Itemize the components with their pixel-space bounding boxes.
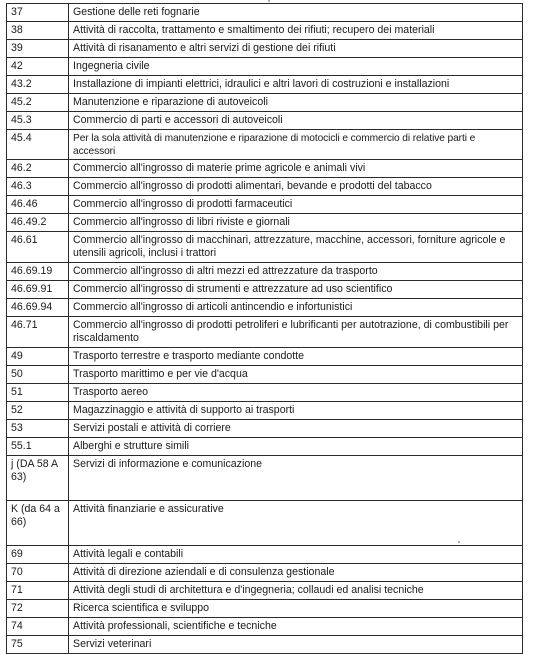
table-row (7, 299, 523, 317)
code-cell: 71 (7, 582, 69, 600)
description-cell: Ingegneria civile (69, 58, 523, 76)
table-row (7, 564, 523, 582)
table-row (7, 160, 523, 178)
description-cell: Commercio all'ingrosso di libri riviste e giornali (69, 214, 523, 232)
table-row (7, 618, 523, 636)
code-cell: 53 (7, 420, 69, 438)
code-cell: 46.71 (7, 317, 69, 348)
code-cell: 46.69.91 (7, 281, 69, 299)
table-row (7, 232, 523, 263)
code-cell: 69 (7, 546, 69, 564)
description-cell: Installazione di impianti elettrici, idraulici e altri lavori di costruzioni e installazioni (69, 76, 523, 94)
code-cell: 51 (7, 384, 69, 402)
code-cell: 39 (7, 40, 69, 58)
table-body (7, 4, 523, 654)
description-cell: Trasporto aereo (69, 384, 523, 402)
table-row (7, 214, 523, 232)
table-row (7, 40, 523, 58)
table-row (7, 196, 523, 214)
description-cell: Commercio all'ingrosso di prodotti alimentari, bevande e prodotti del tabacco (69, 178, 523, 196)
code-cell: 43.2 (7, 76, 69, 94)
table-row (7, 281, 523, 299)
table-row (7, 58, 523, 76)
code-cell: 46.69.19 (7, 263, 69, 281)
description-cell: Trasporto marittimo e per vie d'acqua (69, 366, 523, 384)
table-row (7, 456, 523, 501)
table-row (7, 76, 523, 94)
code-cell: 72 (7, 600, 69, 618)
table-row (7, 582, 523, 600)
description-cell: Attività di direzione aziendali e di consulenza gestionale (69, 564, 523, 582)
table-row (7, 501, 523, 546)
code-cell: 46.2 (7, 160, 69, 178)
table-row (7, 178, 523, 196)
description-cell: Attività di raccolta, trattamento e smaltimento dei rifiuti; recupero dei materiali (69, 22, 523, 40)
table-row (7, 366, 523, 384)
description-cell: Trasporto terrestre e trasporto mediante condotte (69, 348, 523, 366)
description-cell: Attività di risanamento e altri servizi di gestione dei rifiuti (69, 40, 523, 58)
description-cell: Commercio all'ingrosso di materie prime agricole e animali vivi (69, 160, 523, 178)
table-row (7, 438, 523, 456)
code-cell: K (da 64 a 66) (7, 501, 69, 546)
code-cell: 45.3 (7, 112, 69, 130)
table-row (7, 636, 523, 654)
table-row (7, 600, 523, 618)
scan-speck (458, 541, 460, 543)
code-cell: 49 (7, 348, 69, 366)
description-cell: Commercio all'ingrosso di prodotti farmaceutici (69, 196, 523, 214)
description-cell: Ricerca scientifica e sviluppo (69, 600, 523, 618)
description-cell: Magazzinaggio e attività di supporto ai trasporti (69, 402, 523, 420)
ateco-codes-table (6, 3, 523, 654)
table-row (7, 384, 523, 402)
description-cell: Commercio all'ingrosso di articoli antincendio e infortunistici (69, 299, 523, 317)
description-cell: Commercio all'ingrosso di strumenti e attrezzature ad uso scientifico (69, 281, 523, 299)
table-row (7, 546, 523, 564)
description-cell: Servizi postali e attività di corriere (69, 420, 523, 438)
description-cell: Commercio di parti e accessori di autoveicoli (69, 112, 523, 130)
description-cell: Per la sola attività di manutenzione e riparazione di motocicli e commercio di relative parti e accessori (69, 130, 523, 160)
table-row (7, 94, 523, 112)
code-cell: 52 (7, 402, 69, 420)
code-cell: 50 (7, 366, 69, 384)
description-cell: Servizi veterinari (69, 636, 523, 654)
description-cell: Manutenzione e riparazione di autoveicoli (69, 94, 523, 112)
code-cell: 38 (7, 22, 69, 40)
description-cell: Gestione delle reti fognarie (69, 4, 523, 22)
code-cell: 42 (7, 58, 69, 76)
table-row (7, 402, 523, 420)
scan-speck (268, 0, 270, 2)
code-cell: 55.1 (7, 438, 69, 456)
description-cell: Attività degli studi di architettura e d'ingegneria; collaudi ed analisi tecniche (69, 582, 523, 600)
code-cell: 75 (7, 636, 69, 654)
table-row (7, 317, 523, 348)
table-row (7, 263, 523, 281)
description-cell: Attività finanziarie e assicurative (69, 501, 523, 546)
table-row (7, 112, 523, 130)
code-cell: 46.69.94 (7, 299, 69, 317)
code-cell: 46.49.2 (7, 214, 69, 232)
code-cell: 37 (7, 4, 69, 22)
description-cell: Alberghi e strutture simili (69, 438, 523, 456)
table-row (7, 22, 523, 40)
description-cell: Servizi di informazione e comunicazione (69, 456, 523, 501)
description-cell: Attività legali e contabili (69, 546, 523, 564)
code-cell: 46.46 (7, 196, 69, 214)
description-cell: Commercio all'ingrosso di macchinari, attrezzature, macchine, accessori, forniture agricole e utensili agricoli, inclusi i trattori (69, 232, 523, 263)
table-row (7, 4, 523, 22)
table-row (7, 348, 523, 366)
code-cell: 45.2 (7, 94, 69, 112)
code-cell: 46.61 (7, 232, 69, 263)
description-cell: Attività professionali, scientifiche e tecniche (69, 618, 523, 636)
description-cell: Commercio all'ingrosso di altri mezzi ed attrezzature da trasporto (69, 263, 523, 281)
code-cell: 74 (7, 618, 69, 636)
code-cell: 46.3 (7, 178, 69, 196)
table-row (7, 420, 523, 438)
description-cell: Commercio all'ingrosso di prodotti petroliferi e lubrificanti per autotrazione, di combustibili per riscaldamento (69, 317, 523, 348)
code-cell: 45.4 (7, 130, 69, 160)
code-cell: j (DA 58 A 63) (7, 456, 69, 501)
code-cell: 70 (7, 564, 69, 582)
table-row (7, 130, 523, 160)
